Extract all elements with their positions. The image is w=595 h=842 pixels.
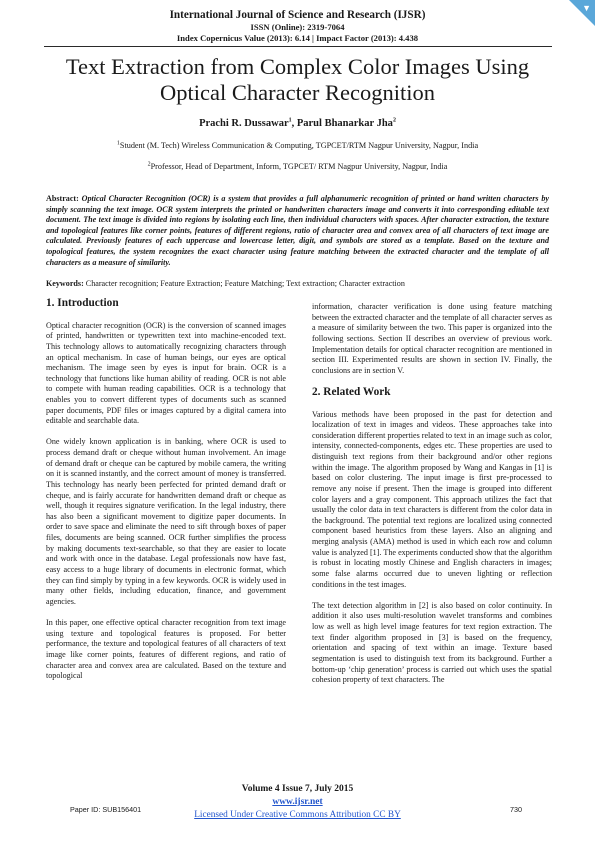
paragraph: The text detection algorithm in [2] is also based on color continuity. In addition it also uses multi-resolution wavelet transforms and combines low as well as high level image features for text region extraction. The text finder algorithm proposed in [3] is based on the frequency, orientation and spacing of text within an image. Texture based segmentation is used to distinguish text from its background. Further a bottom-up ‘chip generation’ process is carried out which uses the spatial cohesion property of text characters. The: [312, 600, 552, 685]
keywords-text: Character recognition; Feature Extraction; Feature Matching; Text extraction; Character extraction: [85, 279, 405, 288]
abstract-label: Abstract:: [46, 194, 79, 203]
expand-icon[interactable]: ▼: [582, 3, 591, 13]
header-rule: [44, 46, 552, 47]
paragraph: Optical character recognition (OCR) is the conversion of scanned images of printed, handwritten or typewritten text into machine-encoded text. This technology allows to automatically recognizing characters through an optical mechanism. In case of human beings, our eyes are optical mechanism. The image seen by eyes is input for brain. OCR is a technology that functions like human ability of reading. OCR is not able to compete with human reading capabilities. OCR is a technology that enables you to convert different types of documents such as scanned paper documents, PDF files or images captured by a digital camera into editable and searchable data.: [46, 320, 286, 426]
section-heading-related-work: 2. Related Work: [312, 385, 391, 398]
abstract-text: Optical Character Recognition (OCR) is a system that provides a full alphanumeric recognition of printed or hand written characters by simply scanning the text image. OCR system interprets the printed or handwritten characters image and converts it into corresponding editable text document. The text image is divided into regions by isolating each line, then individual characters with spaces. After character extraction, the texture and topological features like corner points, features of different regions, ratio of character area and convex area of all characters of text image are calculated. Previously features of each uppercase and lowercase letter, digit, and symbols are stored as a template. Based on the texture and topological features, the system recognizes the exact character using feature matching between the extracted character and the template of all characters as a measure of similarity.: [46, 194, 549, 267]
paper-id: Paper ID: SUB156401: [70, 805, 142, 814]
keywords-label: Keywords:: [46, 279, 84, 288]
paragraph: information, character verification is done using feature matching between the extracted character and the template of all character serves as a measure of similarity between the two. This paper is organized into the following sections. Section II describes an overview of previous work. Implementation details for optical character recognition are mentioned in section III. Experimented results are shown in section IV. Finally, the conclusions are in section V.: [312, 302, 552, 375]
keywords: [46, 279, 549, 290]
journal-name: International Journal of Science and Research (IJSR): [169, 9, 426, 21]
author-1: Prachi R. Dussawar: [199, 118, 289, 129]
website-link[interactable]: www.ijsr.net: [272, 797, 323, 807]
section-heading-introduction: 1. Introduction: [46, 297, 119, 309]
paragraph: One widely known application is in banking, where OCR is used to process demand draft or cheque without human involvement. An image of demand draft or cheque can be captured by mobile camera, the writing on it is scanned instantly, and the correct amount of money is transferred. This technology has nearly been perfected for printed demand draft or cheque, and is fairly accurate for handwritten demand draft or cheque as well, though it requires signature verification. In the legal industry, there has also been a significant movement to digitize paper documents. In order to save space and eliminate the need to sift through boxes of paper files, documents are being scanned. OCR further simplifies the process by making documents text-searchable, so that they are easier to locate and work with once in the database. Legal professionals now have fast, easy access to a huge library of documents in electronic format, which they can find simply by typing in a few keywords. OCR is widely used in many other fields, including education, finance, and government agencies.: [46, 437, 286, 606]
paper-title: [30, 54, 565, 106]
right-column: [312, 302, 552, 696]
affiliation-1: $^1$Student (M. Tech) Wireless Communication & Computing, TGPCET/RTM Nagpur University, Nagpur, India: [116, 140, 479, 150]
paragraph: In this paper, one effective optical character recognition from text image using texture and topological features is proposed. For better performance, the texture and topological features of all characters of text image like corner points, features of different regions, and ratio of character area and convex area are calculated. Based on the texture and topological: [46, 618, 286, 681]
footer-volume: Volume 4 Issue 7, July 2015: [241, 784, 354, 794]
title-line-2: Optical Character Recognition: [160, 80, 435, 105]
left-column: [46, 298, 286, 692]
footer-license: [0, 810, 595, 820]
index-values: Index Copernicus Value (2013): 6.14 | Impact Factor (2013): 4.438: [176, 33, 419, 43]
paragraph: Various methods have been proposed in the past for detection and localization of text in images and videos. These approaches take into consideration different properties related to text in an image such as color, intensity, connected-components, edges etc. These properties are used to distinguish text regions from their background and/or other regions within the image. The algorithm proposed by Wang and Kangas in [1] is based on color clustering. The input image is first pre-processed to remove any noise if present. Then the image is grouped into different color layers and a gray component. This approach utilizes the fact that usually the color data in text characters is different from the color data in the background. The potential text regions are localized using connected component based heuristics from these layers. Also an aligning and merging analysis (AMA) method is used in which each row and column value is analyzed [1]. The experiments conducted show that the algorithm is robust in locating mostly Chinese and English characters in images; some false alarms occurred due to uneven lighting or reflection conditions in the test images.: [312, 409, 553, 589]
affiliation-2: $^2$Professor, Head of Department, Inform, TGPCET/ RTM Nagpur University, Nagpur, India: [147, 161, 448, 171]
author-2: Parul Bhanarkar Jha: [296, 118, 393, 129]
page-number: 730: [510, 805, 522, 814]
license-link[interactable]: Licensed Under Creative Commons Attribution CC BY: [194, 810, 401, 820]
title-line-1: Text Extraction from Complex Color Images Using: [65, 54, 530, 79]
authors: Prachi R. Dussawar$^1$, Parul Bhanarkar Jha$^2$: [199, 117, 396, 129]
issn: ISSN (Online): 2319-7064: [250, 22, 345, 32]
abstract: [46, 194, 549, 268]
